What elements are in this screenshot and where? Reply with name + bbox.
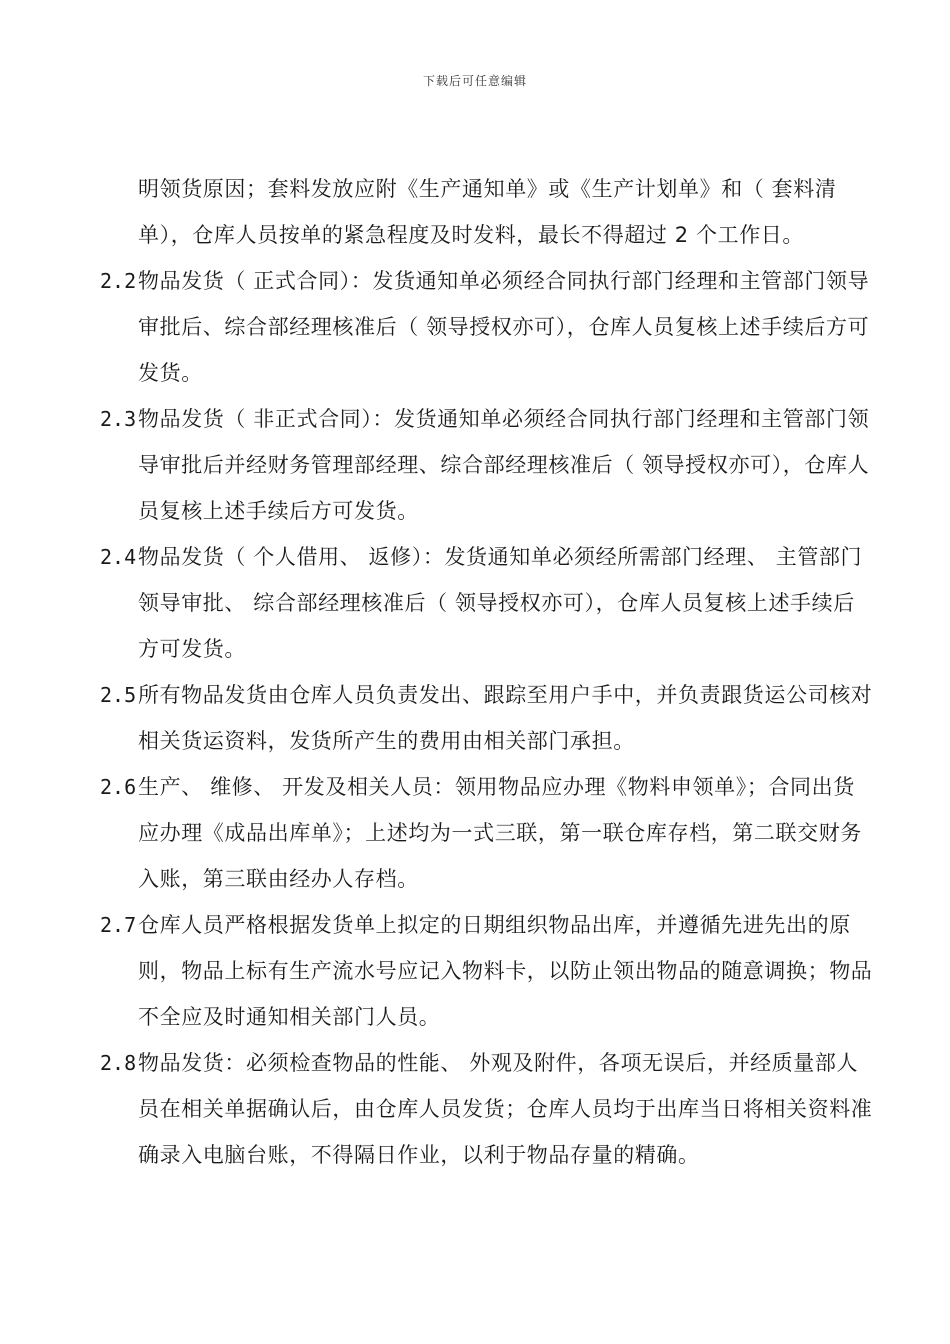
paragraph-2-4	[0, 534, 950, 672]
paragraph-text: 明领货原因；套料发放应附《生产通知单》或《生产计划单》和（ 套料清单），仓库人员按单的紧急程度及时发料，最长不得超过 2 个工作日。	[138, 177, 837, 247]
paragraph-text: 生产、 维修、 开发及相关人员：领用物品应办理《物料申领单》；合同出货应办理《成品出库单》；上述均为一式三联，第一联仓库存档，第二联交财务入账，第三联由经办人存档。	[138, 775, 862, 891]
paragraph-text: 物品发货（ 正式合同）：发货通知单必须经合同执行部门经理和主管部门领导审批后、综合部经理核准后（ 领导授权亦可），仓库人员复核上述手续后方可发货。	[138, 269, 870, 385]
paragraph-text: 所有物品发货由仓库人员负责发出、跟踪至用户手中，并负责跟货运公司核对相关货运资料，发货所产生的费用由相关部门承担。	[138, 683, 873, 753]
page-header: 下载后可任意编辑	[422, 74, 527, 88]
paragraph-number: 2.5	[100, 683, 137, 707]
paragraph-2-8	[0, 1040, 950, 1178]
paragraph-number: 2.6	[100, 775, 137, 799]
paragraph-2-7	[0, 902, 950, 1040]
paragraph-2-3	[0, 396, 950, 534]
paragraph-text: 仓库人员严格根据发货单上拟定的日期组织物品出库，并遵循先进先出的原则，物品上标有生产流水号应记入物料卡，以防止领出物品的随意调换；物品不全应及时通知相关部门人员。	[138, 913, 873, 1029]
paragraph-2-5	[0, 672, 950, 764]
paragraph-text: 物品发货（ 非正式合同）：发货通知单必须经合同执行部门经理和主管部门领导审批后并经财务管理部经理、综合部经理核准后（ 领导授权亦可），仓库人员复核上述手续后方可发货。	[138, 407, 870, 523]
paragraph-2-2	[0, 258, 950, 396]
document-body	[0, 166, 950, 1178]
paragraph-2-6	[0, 764, 950, 902]
paragraph-text: 物品发货：必须检查物品的性能、 外观及附件，各项无误后，并经质量部人员在相关单据确认后，由仓库人员发货；仓库人员均于出库当日将相关资料准确录入电脑台账，不得隔日作业，以利于物品存量的精确。	[138, 1051, 873, 1167]
paragraph-continued	[0, 166, 950, 258]
paragraph-text: 物品发货（ 个人借用、 返修）：发货通知单必须经所需部门经理、 主管部门领导审批、 综合部经理核准后（ 领导授权亦可），仓库人员复核上述手续后方可发货。	[138, 545, 863, 661]
paragraph-number: 2.7	[100, 913, 137, 937]
paragraph-number: 2.4	[100, 545, 137, 569]
paragraph-number: 2.8	[100, 1051, 137, 1075]
paragraph-number: 2.3	[100, 407, 137, 431]
paragraph-number: 2.2	[100, 269, 137, 293]
